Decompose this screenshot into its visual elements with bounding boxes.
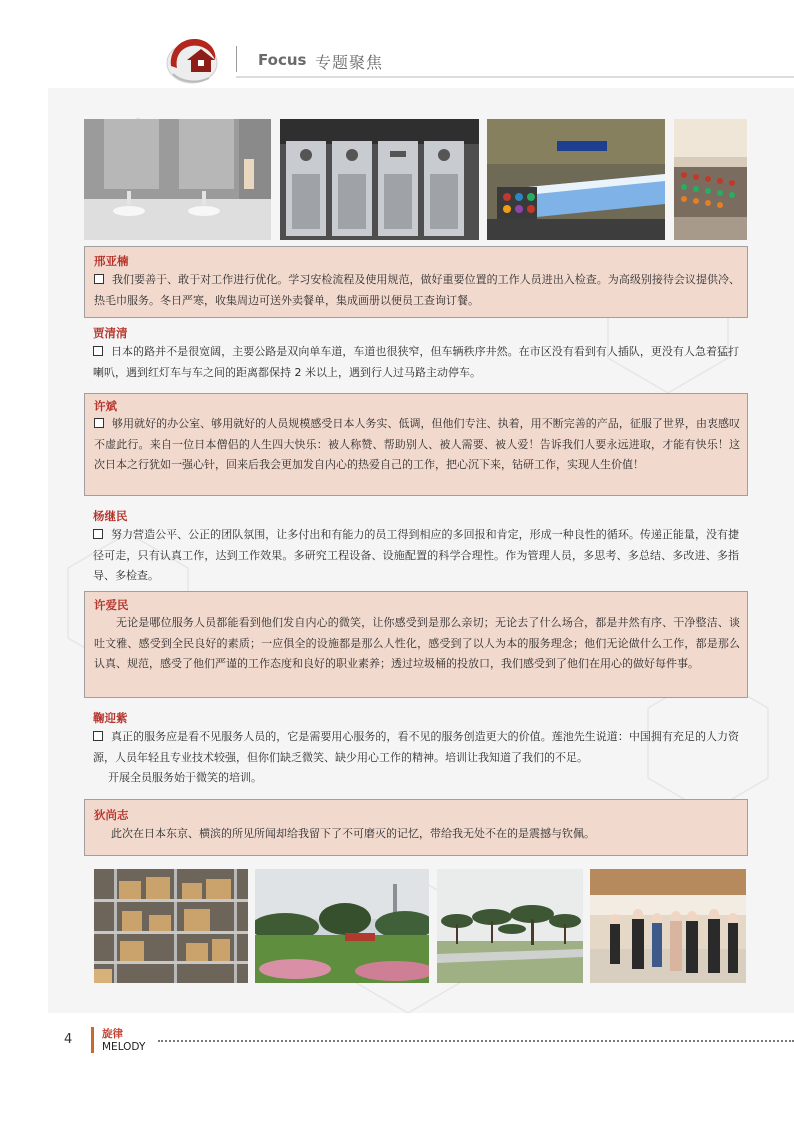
testimonial-text bbox=[93, 727, 739, 789]
testimonial-text bbox=[94, 824, 740, 845]
pine-trees-park-photo bbox=[437, 869, 583, 983]
testimonial-line: 日本的路并不是很宽阔，主要公路是双向单车道，车道也很狭窄，但车辆秩序井然。在市区没有看到有人插队，更没有人急着猛打喇叭，遇到红灯车与车之间的距离都保持 2 米以上，遇到行人过马路主动停车。 bbox=[93, 345, 739, 379]
page-number: 4 bbox=[64, 1032, 73, 1047]
section-title: 专题聚焦 bbox=[315, 53, 384, 72]
footer-accent-bar bbox=[91, 1027, 94, 1053]
checkbox-icon bbox=[94, 418, 104, 428]
checkbox-icon bbox=[94, 274, 104, 284]
testimonial-block-3 bbox=[84, 393, 748, 496]
testimonial-line: 够用就好的办公室、够用就好的人员规模感受日本人务实、低调，但他们专注、执着，用不断完善的产品，征服了世界，由衷感叹不虚此行。来自一位日本僧侣的人生四大快乐：被人称赞、帮助别人、被人需要、被人爱！告诉我们人要永远进取，才能有快乐！这次日本之行犹如一强心针，回来后我会更加发自内心的热爱自己的工作，把心沉下来，钻研工作，实现人生价值！ bbox=[94, 417, 740, 471]
testimonial-line: 无论是哪位服务人员都能看到他们发自内心的微笑，让你感受到是那么亲切；无论去了什么场合，都是井然有序、干净整洁、谈吐文雅、感受到全民良好的素质；一应俱全的设施都是那么人性化，感受到了以人为本的服务理念；他们无论做什么工作，都是那么认真、规范，感受了他们严谨的工作态度和良好的职业素养；透过垃圾桶的投放口，我们感受到了他们在用心的做好每件事。 bbox=[94, 616, 740, 670]
testimonial-block-2 bbox=[84, 322, 748, 384]
testimonial-line: 我们要善于、敢于对工作进行优化。学习安检流程及使用规范，做好重要位置的工作人员进出入检查。为高级别接待会议提供冷、热毛巾服务。冬日严寒，收集周边可送外卖餐单，集成画册以便员工查询订餐。 bbox=[94, 273, 740, 307]
house-logo-icon bbox=[163, 30, 225, 86]
checkbox-icon bbox=[93, 529, 103, 539]
author-name: 狄尚志 bbox=[94, 808, 129, 822]
recycling-bins-photo bbox=[280, 119, 479, 240]
testimonial-text bbox=[94, 613, 740, 675]
testimonial-line: 努力营造公平、公正的团队氛围，让多付出和有能力的员工得到相应的多回报和肯定，形成一种良性的循环。传递正能量，没有捷径可走，只有认真工作，达到工作效果。多研究工程设备、设施配置的科学合理性。作为管理人员，多思考、多总结、多改进、多指导、多检查。 bbox=[93, 528, 739, 582]
testimonial-text bbox=[93, 525, 739, 587]
author-name: 杨继民 bbox=[93, 509, 128, 523]
checkbox-icon bbox=[93, 731, 103, 741]
testimonial-block-6 bbox=[84, 707, 748, 791]
header-rule bbox=[236, 76, 794, 78]
testimonial-line: 真正的服务应是看不见服务人员的，它是需要用心服务的，看不见的服务创造更大的价值。莲池先生说道：中国拥有充足的人力资源，人员年轻且专业技术较强，但你们缺乏微笑、缺少用心工作的精神。培训让我知道了我们的不足。 bbox=[93, 730, 739, 764]
testimonial-line: 开展全员服务始于微笑的培训。 bbox=[108, 771, 262, 784]
testimonial-text bbox=[94, 414, 740, 476]
bowling-ball-racks-photo bbox=[674, 119, 747, 240]
garden-flowers-photo bbox=[255, 869, 429, 983]
author-name: 鞠迎紫 bbox=[93, 711, 128, 725]
testimonial-block-1 bbox=[84, 246, 748, 318]
testimonial-line: 此次在日本东京、横滨的所见所闻却给我留下了不可磨灭的记忆，带给我无处不在的是震撼与钦佩。 bbox=[111, 827, 595, 840]
magazine-name-cn: 旋律 bbox=[102, 1028, 123, 1040]
warehouse-shelves-photo bbox=[94, 869, 248, 983]
testimonial-text bbox=[94, 270, 740, 311]
restroom-sinks-photo bbox=[84, 119, 271, 240]
author-name: 邢亚楠 bbox=[94, 254, 129, 268]
magazine-name-en: MELODY bbox=[102, 1041, 146, 1053]
checkbox-icon bbox=[93, 346, 103, 356]
header-separator bbox=[236, 46, 237, 72]
testimonial-block-7 bbox=[84, 799, 748, 856]
testimonial-block-4 bbox=[84, 505, 748, 585]
lobby-group-photo bbox=[590, 869, 746, 983]
bowling-reception-photo bbox=[487, 119, 665, 240]
author-name: 贾清清 bbox=[93, 326, 128, 340]
testimonial-block-5 bbox=[84, 591, 748, 698]
author-name: 许斌 bbox=[94, 399, 117, 413]
testimonial-text bbox=[93, 342, 739, 383]
author-name: 许爱民 bbox=[94, 598, 129, 612]
footer-dotted-rule bbox=[158, 1040, 794, 1042]
header-focus-label: Focus bbox=[258, 51, 307, 69]
